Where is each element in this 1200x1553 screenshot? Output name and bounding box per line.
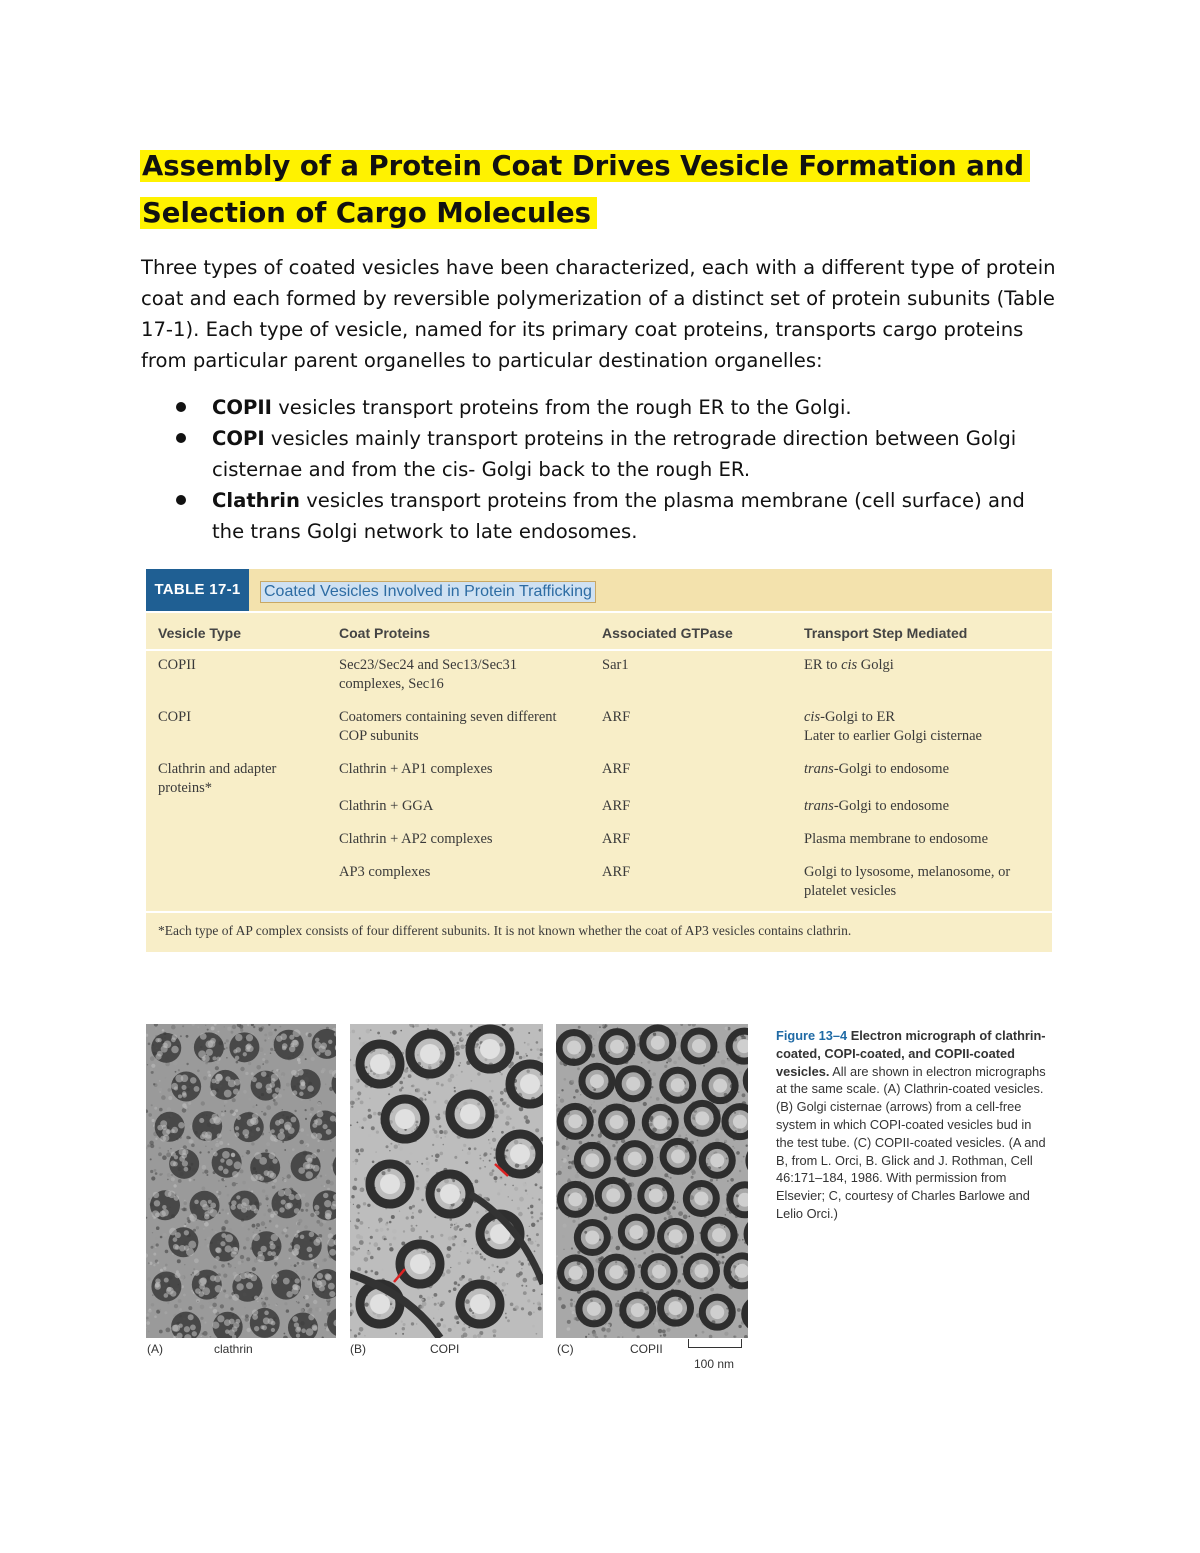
column-header: Associated GTPase [602,625,733,641]
intro-paragraph: Three types of coated vesicles have been characterized, each with a different type of protein coat and each formed by reversible polymerization of a distinct set of protein subunits (Table 17-1). Each type of vesicle, named for its primary coat proteins, transports cargo proteins from particular parent organelles to particular destination organelles: [141,256,1056,372]
coated-vesicles-table [146,569,1052,952]
bullet-term: Clathrin [212,489,300,512]
title-line-2: Selection of Cargo Molecules [140,197,597,229]
panel-letter-c: (C) [557,1342,574,1356]
micrograph-copi [350,1024,543,1338]
micrograph-copii [556,1024,748,1338]
panel-name-a: clathrin [214,1342,253,1356]
table-cell-coat: Clathrin + AP1 complexes [339,761,493,777]
bullet-text: vesicles transport proteins from the rough ER to the Golgi. [271,396,852,419]
micrograph-clathrin [146,1024,336,1338]
figure-number: Figure 13–4 [776,1028,848,1043]
column-header: Coat Proteins [339,625,431,641]
table-cell-gtpase: ARF [602,864,631,880]
micrograph-copii-image [556,1024,748,1338]
table-cell-type: COPII [158,657,196,673]
page-title [140,143,1040,237]
scale-bar [688,1339,742,1348]
bullet-term: COPII [212,396,272,419]
table-cell-gtpase: ARF [602,798,631,814]
table-cell-gtpase: ARF [602,709,631,725]
bullet-icon [176,433,186,443]
micrograph-copi-image [350,1024,543,1338]
list-item [141,485,1041,547]
table-header [146,569,1052,613]
table-cell-type: COPI [158,709,192,725]
table-cell-coat: Clathrin + GGA [339,798,434,814]
panel-name-c: COPII [630,1342,663,1356]
column-header: Vesicle Type [158,625,242,641]
table-footnote: *Each type of AP complex consists of four different subunits. It is not known whether the coat of AP3 vesicles contains clathrin. [158,923,852,938]
panel-name-b: COPI [430,1342,460,1356]
table-cell-gtpase: ARF [602,831,631,847]
figure-caption-title: Electron micrograph of clathrin-coated, COPI-coated, and COPII-coated vesicles. [776,1028,1046,1079]
table-cell-step: trans-Golgi to endosome [804,761,950,777]
table-footnote-row [146,911,1052,953]
table-cell-coat: Sec23/Sec24 and Sec13/Sec31 complexes, Sec16 [339,657,517,692]
table-cell-step: ER to cis Golgi [804,657,894,673]
table-cell-gtpase: ARF [602,761,631,777]
bullet-icon [176,495,186,505]
table-cell-coat: AP3 complexes [339,864,431,880]
table-cell-gtpase: Sar1 [602,657,629,673]
table-badge: TABLE 17-1 [146,569,249,611]
table-body [146,651,1052,911]
bullet-text: vesicles transport proteins from the plasma membrane (cell surface) and the trans Golgi network to late endosomes. [212,489,1025,543]
table-cell-step: Plasma membrane to endosome [804,831,989,847]
column-header: Transport Step Mediated [804,625,968,641]
panel-letter-b: (B) [350,1342,366,1356]
list-item [141,392,1041,423]
bullet-term: COPI [212,427,265,450]
table-cell-coat: Clathrin + AP2 complexes [339,831,493,847]
figure-caption [776,1027,1051,1223]
table-cell-step: cis-Golgi to ER Later to earlier Golgi cisternae [804,709,982,744]
scale-bar-label: 100 nm [694,1357,735,1371]
micrograph-clathrin-image [146,1024,336,1338]
table-cell-coat: Coatomers containing seven different COP subunits [339,709,557,744]
table-column-headers [146,613,1052,651]
table-cell-step: Golgi to lysosome, melanosome, or platelet vesicles [804,864,1011,899]
table-caption: Coated Vesicles Involved in Protein Trafficking [260,581,596,603]
title-line-1: Assembly of a Protein Coat Drives Vesicle Formation and [140,150,1030,182]
table-cell-type: Clathrin and adapter proteins* [158,761,277,796]
bullet-text: vesicles mainly transport proteins in the retrograde direction between Golgi cisternae and from the cis- Golgi back to the rough ER. [212,427,1017,481]
panel-letter-a: (A) [147,1342,163,1356]
list-item [141,423,1041,485]
figure-caption-body: All are shown in electron micrographs at the same scale. (A) Clathrin-coated vesicles. (B) Golgi cisternae (arrows) from a cell-free system in which COPI-coated vesicles bud in the test tube. (C) COPII-coated vesicles. (A and B, from L. Orci, B. Glick and J. Rothman, Cell 46:171–184, 1986. With permission from Elsevier; C, courtesy of Charles Barlowe and Lelio Orci.) [776,1063,1046,1221]
bullet-icon [176,402,186,412]
vesicle-type-list [141,392,1041,547]
table-cell-step: trans-Golgi to endosome [804,798,950,814]
